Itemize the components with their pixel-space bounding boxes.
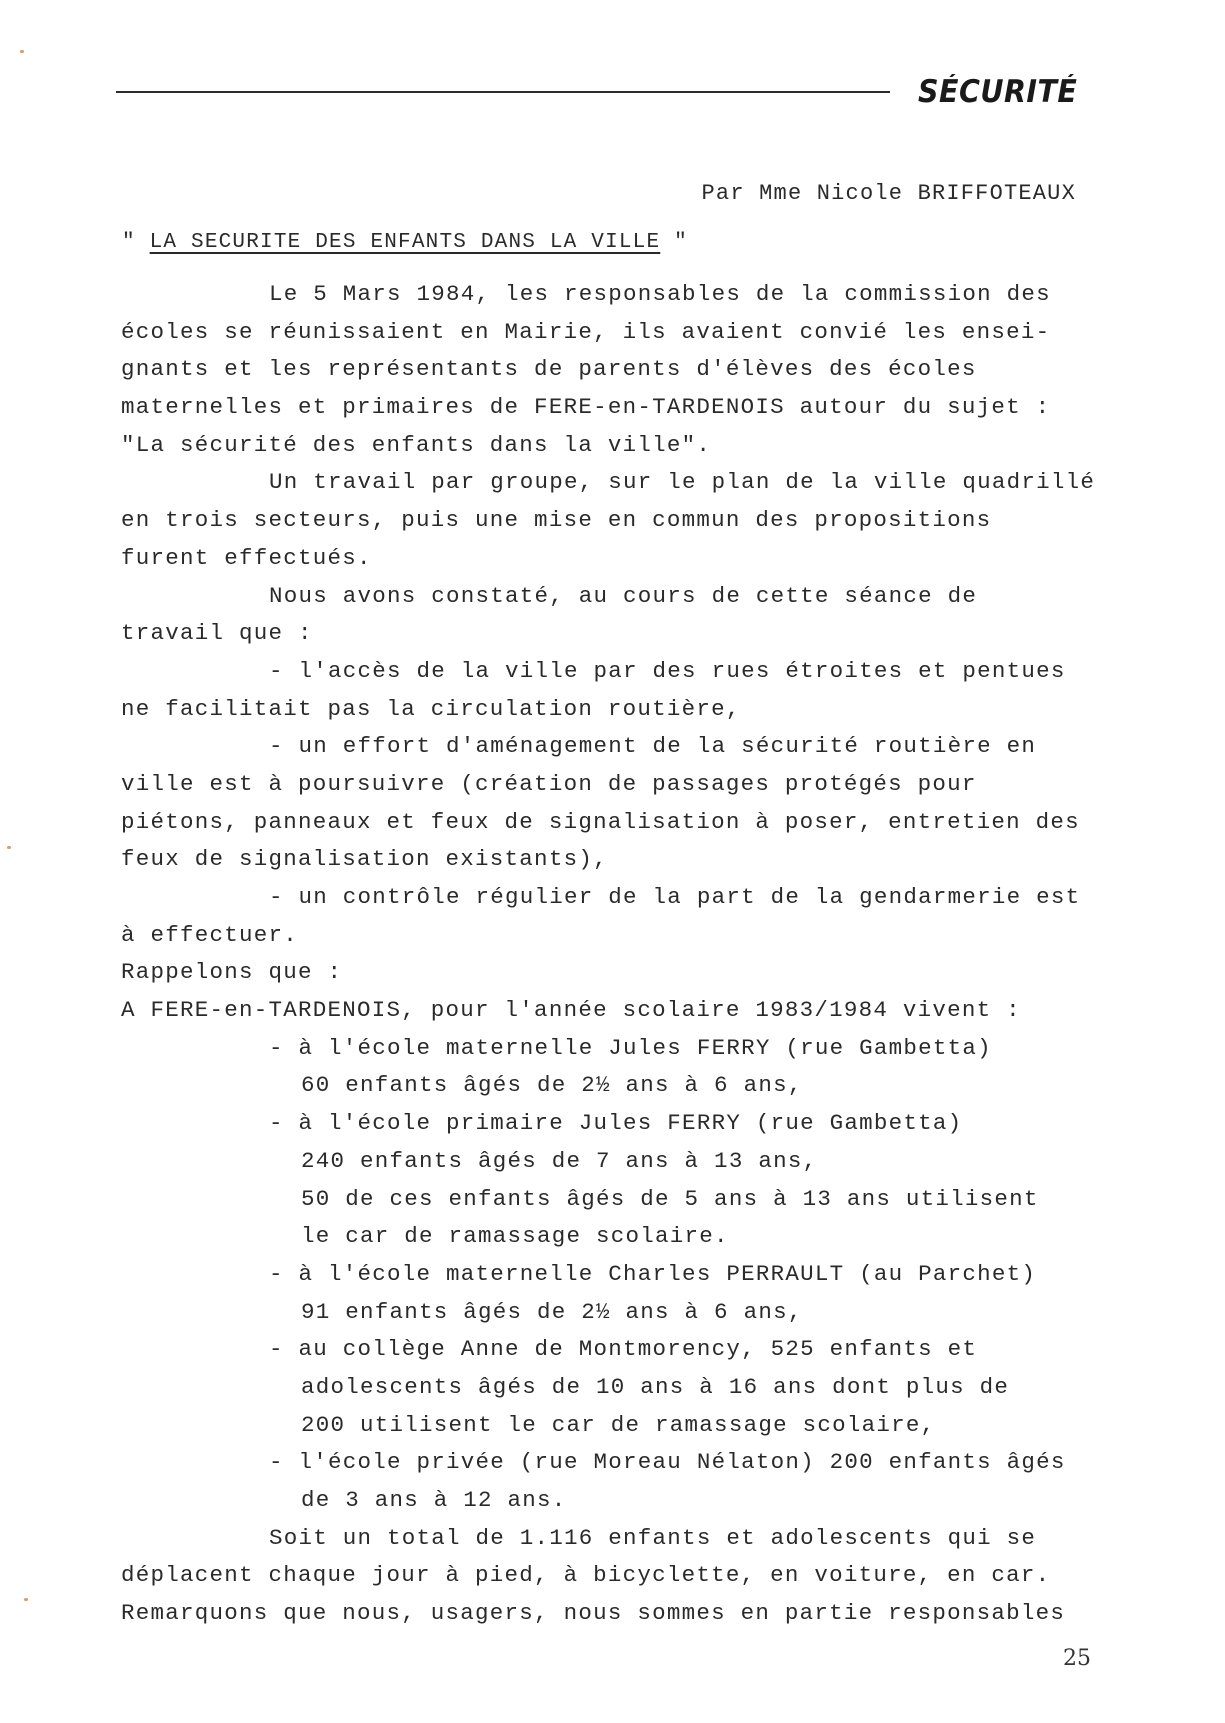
body-line: écoles se réunissaient en Mairie, ils avaient convié les ensei-	[121, 318, 1051, 345]
body-line: Remarquons que nous, usagers, nous sommes en partie responsables	[121, 1600, 1066, 1627]
article-title: " LA SECURITE DES ENFANTS DANS LA VILLE "	[122, 231, 688, 254]
body-line: 240 enfants âgés de 7 ans à 13 ans,	[301, 1147, 818, 1174]
body-line: en trois secteurs, puis une mise en commun des propositions	[121, 507, 992, 534]
body-line: Le 5 Mars 1984, les responsables de la commission des	[269, 281, 1051, 307]
body-line: - l'école privée (rue Moreau Nélaton) 200 enfants âgés	[269, 1449, 1066, 1476]
paper-speck	[20, 50, 24, 53]
body-line: maternelles et primaires de FERE-en-TARDENOIS autour du sujet :	[121, 394, 1051, 421]
body-line: A FERE-en-TARDENOIS, pour l'année scolaire 1983/1984 vivent :	[121, 997, 1021, 1024]
body-line: - un effort d'aménagement de la sécurité routière en	[269, 733, 1037, 760]
body-line: Soit un total de 1.116 enfants et adolescents qui se	[269, 1524, 1037, 1551]
body-line: 200 utilisent le car de ramassage scolaire,	[301, 1411, 936, 1438]
body-line: - au collège Anne de Montmorency, 525 enfants et	[269, 1336, 978, 1363]
section-title: SÉCURITÉ	[918, 74, 1078, 110]
body-line: à effectuer.	[121, 921, 299, 948]
body-line: - à l'école maternelle Charles PERRAULT (au Parchet)	[269, 1260, 1037, 1287]
paper-speck	[7, 846, 11, 849]
body-line: gnants et les représentants de parents d'élèves des écoles	[121, 356, 977, 383]
body-line: Nous avons constaté, au cours de cette séance de	[269, 582, 978, 609]
body-line: le car de ramassage scolaire.	[301, 1223, 729, 1250]
body-line: adolescents âgés de 10 ans à 16 ans dont plus de	[301, 1373, 1010, 1400]
body-line: "La sécurité des enfants dans la ville".	[121, 431, 712, 458]
article-body	[121, 276, 1121, 1633]
body-line: 91 enfants âgés de 2½ ans à 6 ans,	[301, 1298, 803, 1325]
body-line: - à l'école maternelle Jules FERRY (rue Gambetta)	[269, 1034, 992, 1061]
body-line: de 3 ans à 12 ans.	[301, 1487, 567, 1513]
author-byline: Par Mme Nicole BRIFFOTEAUX	[701, 181, 1076, 206]
body-line: furent effectués.	[121, 544, 372, 571]
body-line: - à l'école primaire Jules FERRY (rue Gambetta)	[269, 1110, 963, 1137]
body-line: ville est à poursuivre (création de passages protégés pour	[121, 770, 977, 797]
body-line: 50 de ces enfants âgés de 5 ans à 13 ans utilisent	[301, 1185, 1039, 1212]
body-line: feux de signalisation existants),	[121, 846, 608, 873]
body-line: ne facilitait pas la circulation routière,	[121, 695, 741, 722]
body-line: 60 enfants âgés de 2½ ans à 6 ans,	[301, 1072, 803, 1099]
body-line: Un travail par groupe, sur le plan de la ville quadrillé	[269, 469, 1096, 496]
body-line: - l'accès de la ville par des rues étroites et pentues	[269, 657, 1066, 684]
body-line: piétons, panneaux et feux de signalisation à poser, entretien des	[121, 808, 1080, 835]
article-title-text: LA SECURITE DES ENFANTS DANS LA VILLE	[149, 231, 661, 254]
body-line: - un contrôle régulier de la part de la gendarmerie est	[269, 884, 1081, 910]
paper-speck	[24, 1598, 28, 1601]
header-rule	[116, 91, 890, 93]
page-number: 25	[1063, 1646, 1091, 1671]
body-line: travail que :	[121, 620, 313, 647]
body-line: Rappelons que :	[121, 959, 343, 986]
body-line: déplacent chaque jour à pied, à bicyclette, en voiture, en car.	[121, 1562, 1051, 1589]
